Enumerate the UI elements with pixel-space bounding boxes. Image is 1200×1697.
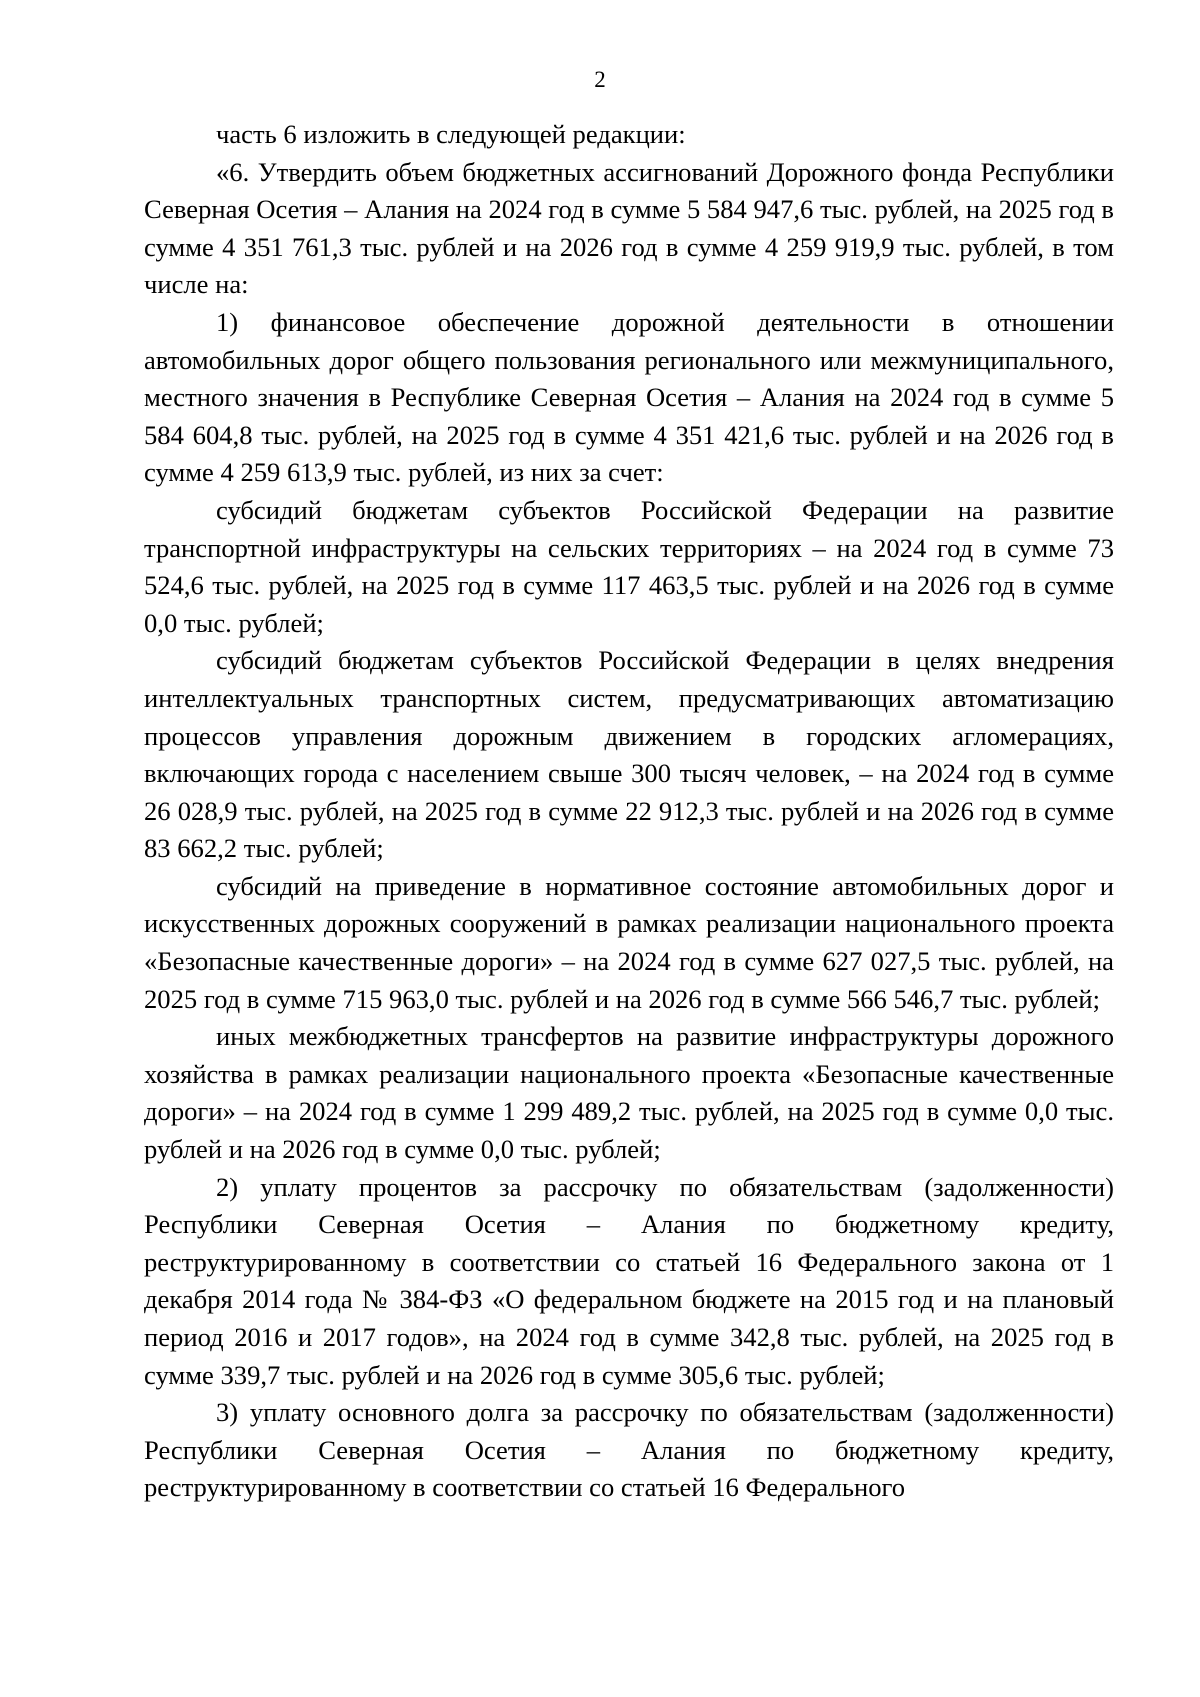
paragraph-interbudget-transfers: иных межбюджетных трансфертов на развитие инфраструктуры дорожного хозяйства в рамках реализации национального проекта «Безопасные качественные дороги» – на 2024 год в сумме 1 299 489,2 тыс. рублей, на 2025 год в сумме 0,0 тыс. рублей и на 2026 год в сумме 0,0 тыс. рублей; (144, 1021, 1114, 1165)
paragraph-item-3: 3) уплату основного долга за рассрочку по обязательствам (задолженности) Республики Северная Осетия – Алания по бюджетному кредиту, реструктурированному в соответствии со статьей 16 Федерального (144, 1397, 1114, 1503)
page-number: 2 (594, 67, 606, 92)
paragraph-subsidy-roads: субсидий на приведение в нормативное состояние автомобильных дорог и искусственных дорожных сооружений в рамках реализации национального проекта «Безопасные качественные дороги» – на 2024 год в сумме 627 027,5 тыс. рублей, на 2025 год в сумме 715 963,0 тыс. рублей и на 2026 год в сумме 566 546,7 тыс. рублей; (144, 870, 1114, 1014)
document-body (144, 116, 1114, 1507)
paragraph-subsidy-rural: субсидий бюджетам субъектов Российской Федерации на развитие транспортной инфраструктуры на сельских территориях – на 2024 год в сумме 73 524,6 тыс. рублей, на 2025 год в сумме 117 463,5 тыс. рублей и на 2026 год в сумме 0,0 тыс. рублей; (144, 494, 1114, 638)
paragraph-item-2: 2) уплату процентов за рассрочку по обязательствам (задолженности) Республики Северная Осетия – Алания по бюджетному кредиту, реструктурированному в соответствии со статьей 16 Федерального закона от 1 декабря 2014 года № 384-ФЗ «О федеральном бюджете на 2015 год и на плановый период 2016 и 2017 годов», на 2024 год в сумме 342,8 тыс. рублей, на 2025 год в сумме 339,7 тыс. рублей и на 2026 год в сумме 305,6 тыс. рублей; (144, 1171, 1114, 1390)
paragraph-subsidy-its: субсидий бюджетам субъектов Российской Федерации в целях внедрения интеллектуальных транспортных систем, предусматривающих автоматизацию процессов управления дорожным движением в городских агломерациях, включающих города с населением свыше 300 тысяч человек, – на 2024 год в сумме 26 028,9 тыс. рублей, на 2025 год в сумме 22 912,3 тыс. рублей и на 2026 год в сумме 83 662,2 тыс. рублей; (144, 645, 1114, 864)
paragraph-intro: часть 6 изложить в следующей редакции: (216, 119, 686, 149)
paragraph-part-6: «6. Утвердить объем бюджетных ассигнований Дорожного фонда Республики Северная Осетия – Алания на 2024 год в сумме 5 584 947,6 тыс. рублей, на 2025 год в сумме 4 351 761,3 тыс. рублей и на 2026 год в сумме 4 259 919,9 тыс. рублей, в том числе на: (144, 156, 1114, 300)
paragraph-item-1: 1) финансовое обеспечение дорожной деятельности в отношении автомобильных дорог общего пользования регионального или межмуниципального, местного значения в Республике Северная Осетия – Алания на 2024 год в сумме 5 584 604,8 тыс. рублей, на 2025 год в сумме 4 351 421,6 тыс. рублей и на 2026 год в сумме 4 259 613,9 тыс. рублей, из них за счет: (144, 306, 1114, 488)
